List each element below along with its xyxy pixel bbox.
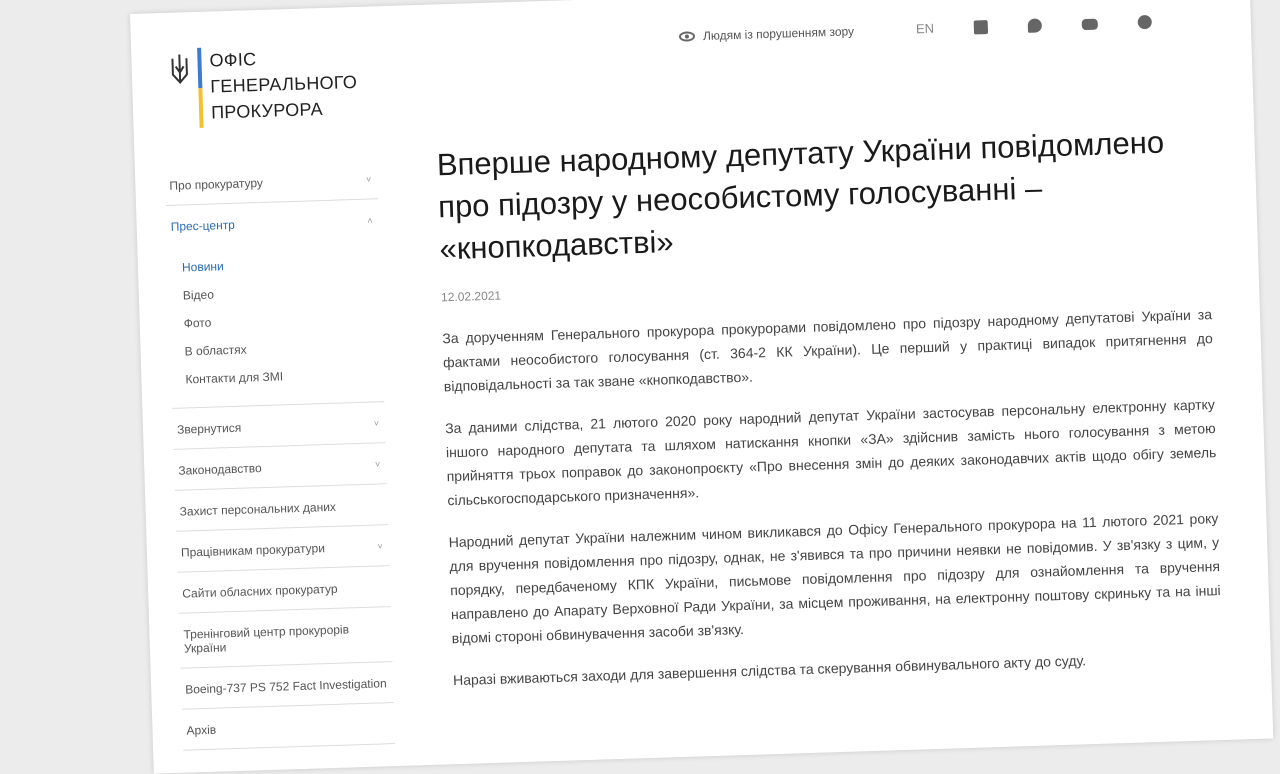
- article-paragraph: Народний депутат України належним чином викликався до Офісу Генерального прокурора на 11 лютого 2021 року для вручення повідомлення про підозру, однак, не з'явився та про причини неявки не повідомив. У зв'язку з цим, у порядку, передбаченому КПК України, письмове повідомлення про підозру для ознайомлення та вручення направлено до Апарату Верховної Ради України, за місцем проживання, на електронну поштову скриньку та на інші відомі стороні обвинувачення засоби зв'язку.: [448, 510, 1221, 647]
- subnav-item-media-contacts[interactable]: Контакти для ЗМІ: [185, 369, 284, 387]
- sidebar-item-personal-data[interactable]: [175, 484, 388, 532]
- sidebar-item-label: Звернутися: [176, 420, 242, 437]
- sidebar-item-label: Захист персональних даних: [179, 499, 337, 519]
- sidebar-nav: [165, 158, 395, 750]
- sidebar-item-legislation[interactable]: [174, 443, 387, 491]
- sidebar-item-press-center[interactable]: [166, 199, 379, 246]
- chevron-down-icon: ˅: [377, 541, 384, 552]
- logo-line-2: ГЕНЕРАЛЬНОГО: [210, 71, 358, 97]
- chevron-down-icon: ˅: [365, 174, 372, 185]
- chevron-down-icon: ˅: [374, 459, 381, 470]
- sidebar-item-label: Тренінговий центр прокурорів України: [183, 622, 350, 656]
- sidebar-item-archive[interactable]: [182, 703, 395, 751]
- subnav-item-news[interactable]: Новини: [181, 259, 224, 275]
- sidebar-item-boeing[interactable]: [181, 662, 394, 710]
- logo-line-1: ОФІС: [209, 49, 257, 71]
- article-paragraph: За даними слідства, 21 лютого 2020 року народний депутат України застосував персональну електронну картку іншого народного депутата та шляхом натискання кнопки «ЗА» здійснив замість нього голосування з метою прийняття трьох поправок до законопроєкту «Про внесення змін до деяких законодавчих актів щодо обігу земель сільськогосподарського призначення».: [444, 396, 1217, 509]
- article-paragraph: За дорученням Генерального прокурора прокурорами повідомлено про підозру народному депутатові України за фактами неособистого голосування (ст. 364-2 КК України). Це перший у практиці випадок притягнення до відповідальності за так зване «кнопкодавство».: [442, 306, 1213, 395]
- social-links: [974, 14, 1152, 34]
- site-logo[interactable]: [169, 43, 358, 129]
- logo-text: [209, 43, 358, 128]
- subnav-item-video[interactable]: Відео: [182, 287, 215, 303]
- sidebar-item-regional-sites[interactable]: [178, 566, 391, 614]
- logo-color-bar: [197, 48, 204, 128]
- sidebar-item-label: Про прокуратуру: [169, 175, 264, 193]
- sidebar-item-about[interactable]: [165, 158, 378, 206]
- language-switch[interactable]: EN: [915, 20, 935, 37]
- sidebar-item-label: Архів: [186, 722, 217, 738]
- twitter-icon[interactable]: [1028, 18, 1042, 32]
- sidebar-item-label: Прес-центр: [170, 217, 236, 234]
- sidebar-item-label: Працівникам прокуратури: [180, 541, 326, 560]
- sidebar-item-label: Законодавство: [178, 461, 262, 478]
- facebook-icon[interactable]: [974, 20, 988, 34]
- webpage: [130, 0, 1273, 774]
- youtube-icon[interactable]: [1082, 18, 1098, 29]
- article-title: Вперше народному депутату України повідомлено про підозру у неособистому голосуванні – «кнопкодавстві»: [436, 124, 1165, 267]
- logo-line-3: ПРОКУРОРА: [210, 98, 324, 123]
- chevron-down-icon: ˅: [373, 418, 380, 429]
- article-date: 12.02.2021: [440, 288, 502, 305]
- sidebar-item-label: Boeing-737 PS 752 Fact Investigation: [185, 676, 387, 697]
- sidebar-item-label: Сайти обласних прокуратур: [182, 581, 338, 601]
- chevron-up-icon: ˄: [367, 215, 373, 226]
- sidebar-item-staff[interactable]: [176, 525, 389, 573]
- accessibility-link[interactable]: Людям із порушенням зору: [702, 23, 855, 43]
- article: [436, 120, 1223, 710]
- sidebar-item-appeal[interactable]: [172, 402, 385, 450]
- telegram-icon[interactable]: [1138, 14, 1152, 28]
- eye-icon[interactable]: [679, 31, 695, 41]
- article-paragraph: Наразі вживаються заходи для завершення слідства та скерування обвинувального акту до суду.: [452, 652, 1087, 689]
- sidebar-item-training-center[interactable]: [179, 607, 393, 669]
- press-center-submenu: [167, 239, 384, 409]
- subnav-item-photo[interactable]: Фото: [183, 315, 212, 331]
- trident-icon: [169, 52, 190, 87]
- subnav-item-regions[interactable]: В областях: [184, 342, 247, 359]
- top-bar: [679, 14, 1152, 44]
